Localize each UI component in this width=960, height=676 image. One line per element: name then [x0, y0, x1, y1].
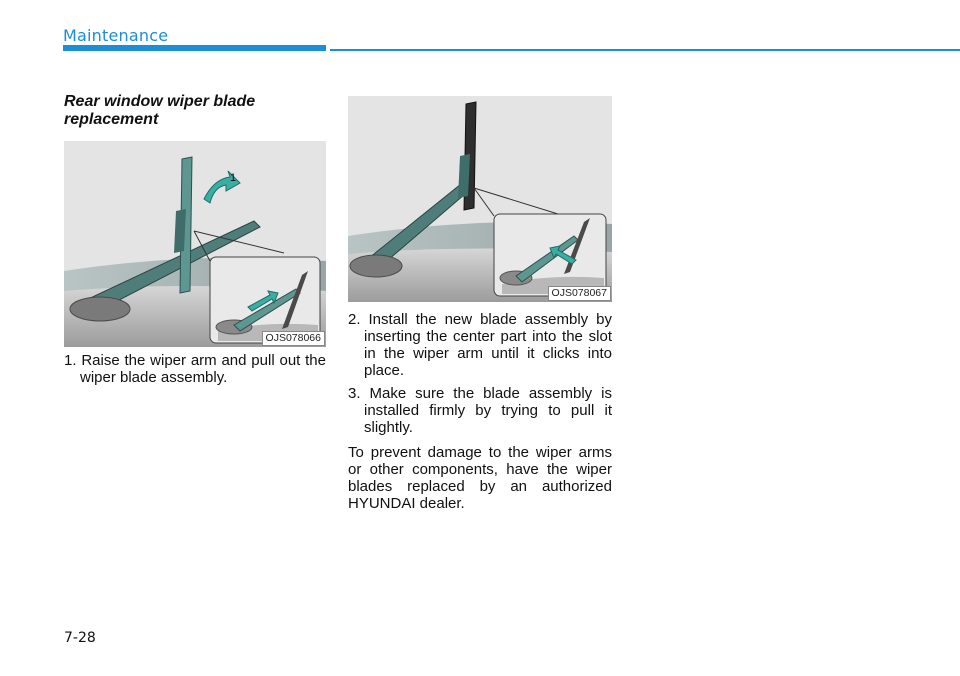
- figure-code-right: OJS078067: [548, 286, 611, 301]
- section-title: Rear window wiper blade replacement: [64, 93, 256, 128]
- header-accent-bar: [63, 45, 326, 51]
- zoom-line-top: [474, 188, 558, 214]
- page-number: 7-28: [64, 630, 96, 646]
- figure-raise-wiper-arm: [64, 141, 326, 347]
- figure-install-blade: [348, 96, 612, 302]
- right-column: [348, 96, 612, 512]
- wiper-pivot-icon: [70, 297, 130, 321]
- figure-code-left: OJS078066: [262, 331, 325, 346]
- wiper-raise-illustration: [64, 141, 326, 347]
- wiper-install-illustration: [348, 96, 612, 302]
- zoom-line-bottom: [474, 188, 494, 216]
- step-1: 1. Raise the wiper arm and pull out the wiper blade assembly.: [64, 352, 326, 386]
- wiper-pivot-icon: [350, 255, 402, 277]
- callout-number: 1: [230, 172, 237, 184]
- service-note: To prevent damage to the wiper arms or other components, have the wiper blades replaced by an authorized HYUNDAI dealer.: [348, 444, 612, 512]
- left-column: [64, 93, 326, 392]
- blade-holder-icon: [174, 209, 186, 253]
- header-rule: [330, 49, 960, 51]
- step-3: 3. Make sure the blade assembly is installed firmly by trying to pull it slightly.: [348, 385, 612, 436]
- section-label: Maintenance: [63, 26, 169, 45]
- blade-holder-icon: [458, 154, 470, 198]
- step-2: 2. Install the new blade assembly by inserting the center part into the slot in the wiper arm until it clicks into place.: [348, 311, 612, 379]
